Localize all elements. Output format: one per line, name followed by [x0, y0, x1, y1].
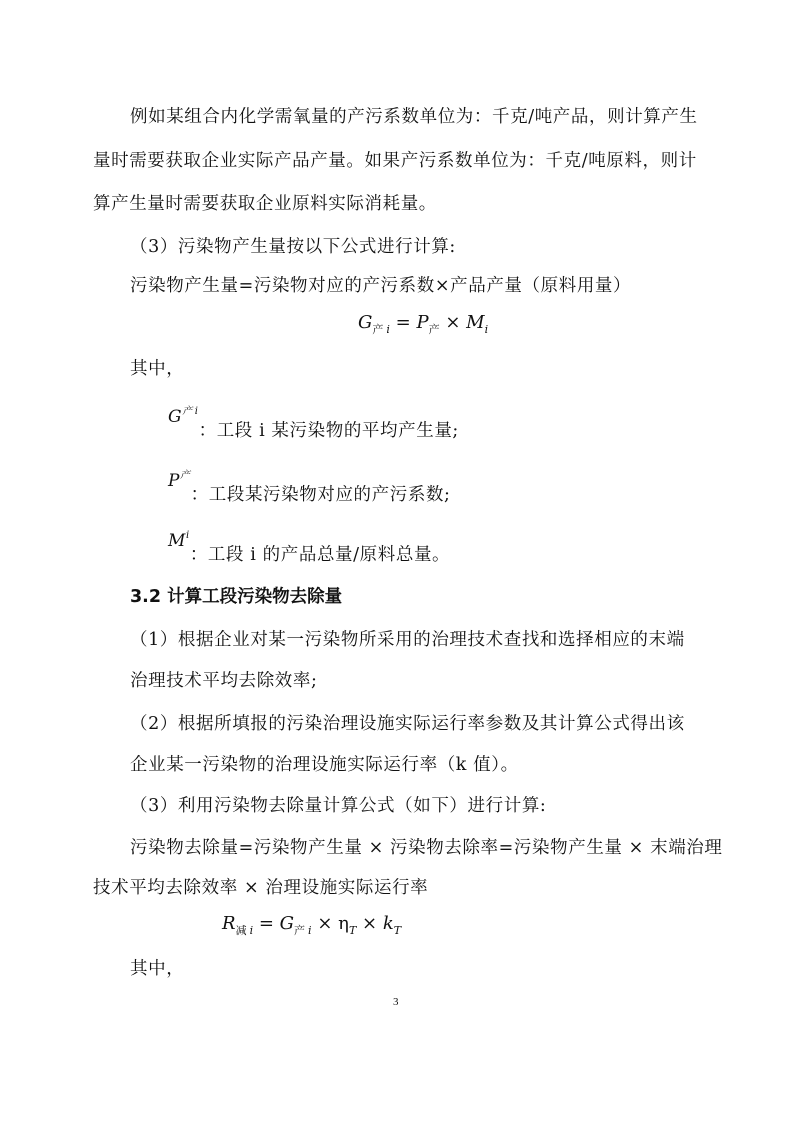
paragraph-line: 技术平均去除效率 × 治理设施实际运行率	[93, 878, 429, 898]
formula-subscript: 减	[235, 924, 247, 937]
formula-operator: =	[258, 913, 274, 934]
definition-symbol: $M^i$	[168, 530, 190, 551]
formula-symbol: G	[358, 312, 373, 333]
paragraph-line: （3）污染物产生量按以下公式进行计算:	[130, 237, 456, 257]
paragraph-line: 污染物产生量=污染物对应的产污系数×产品产量（原料用量）	[130, 276, 632, 296]
definition-symbol: $G^产$ $^i$	[168, 406, 199, 427]
formula-symbol: P	[416, 312, 429, 333]
formula-subscript: T	[393, 924, 402, 937]
paragraph-line: 其中，	[130, 359, 185, 379]
formula-removal	[222, 913, 402, 937]
formula-subscript: T	[348, 924, 357, 937]
paragraph-line: 污染物去除量=污染物产生量 × 污染物去除率=污染物产生量 × 末端治理	[130, 838, 723, 858]
formula-symbol: M	[466, 312, 485, 333]
definition-text: ：工段 i 某污染物的平均产生量;	[198, 421, 459, 441]
formula-production	[358, 312, 489, 336]
definition-item	[168, 406, 459, 442]
paragraph-line: 量时需要获取企业实际产品产量。如果产污系数单位为：千克/吨原料，则计	[93, 151, 697, 171]
formula-operator: ×	[317, 913, 333, 934]
formula-operator: =	[395, 312, 411, 333]
definition-symbol: $P^产$	[168, 470, 191, 491]
formula-symbol: G	[279, 913, 295, 934]
paragraph-line: 企业某一污染物的治理设施实际运行率（k 值）。	[130, 755, 519, 775]
paragraph-line: （2）根据所填报的污染治理设施实际运行率参数及其计算公式得出该	[130, 714, 685, 734]
paragraph-line: 治理技术平均去除效率;	[130, 671, 318, 691]
paragraph-line: （1）根据企业对某一污染物所采用的治理技术查找和选择相应的末端	[130, 630, 685, 650]
formula-subscript: i	[386, 323, 390, 336]
formula-symbol: R	[222, 913, 236, 934]
formula-operator: ×	[445, 312, 461, 333]
paragraph-line: （3）利用污染物去除量计算公式（如下）进行计算:	[130, 796, 547, 816]
section-heading: 3.2 计算工段污染物去除量	[130, 587, 343, 607]
formula-subscript: i	[308, 924, 312, 937]
formula-subscript: i	[484, 323, 489, 336]
formula-symbol: k	[382, 913, 394, 934]
page-number: 3	[393, 996, 399, 1008]
definition-text: ：工段某污染物对应的产污系数;	[190, 485, 451, 505]
definition-item	[168, 530, 451, 566]
formula-subscript: 产	[294, 924, 306, 937]
formula-subscript: i	[249, 924, 254, 937]
paragraph-line: 例如某组合内化学需氧量的产污系数单位为：千克/吨产品，则计算产生	[130, 107, 698, 127]
paragraph-line: 其中，	[130, 959, 185, 979]
formula-symbol: η	[338, 913, 349, 934]
formula-operator: ×	[362, 913, 378, 934]
definition-text: ：工段 i 的产品总量/原料总量。	[189, 545, 451, 565]
formula-subscript: 产	[428, 323, 440, 336]
definition-item	[168, 470, 451, 506]
paragraph-line: 算产生量时需要获取企业原料实际消耗量。	[93, 194, 437, 214]
formula-subscript: 产	[372, 323, 384, 336]
